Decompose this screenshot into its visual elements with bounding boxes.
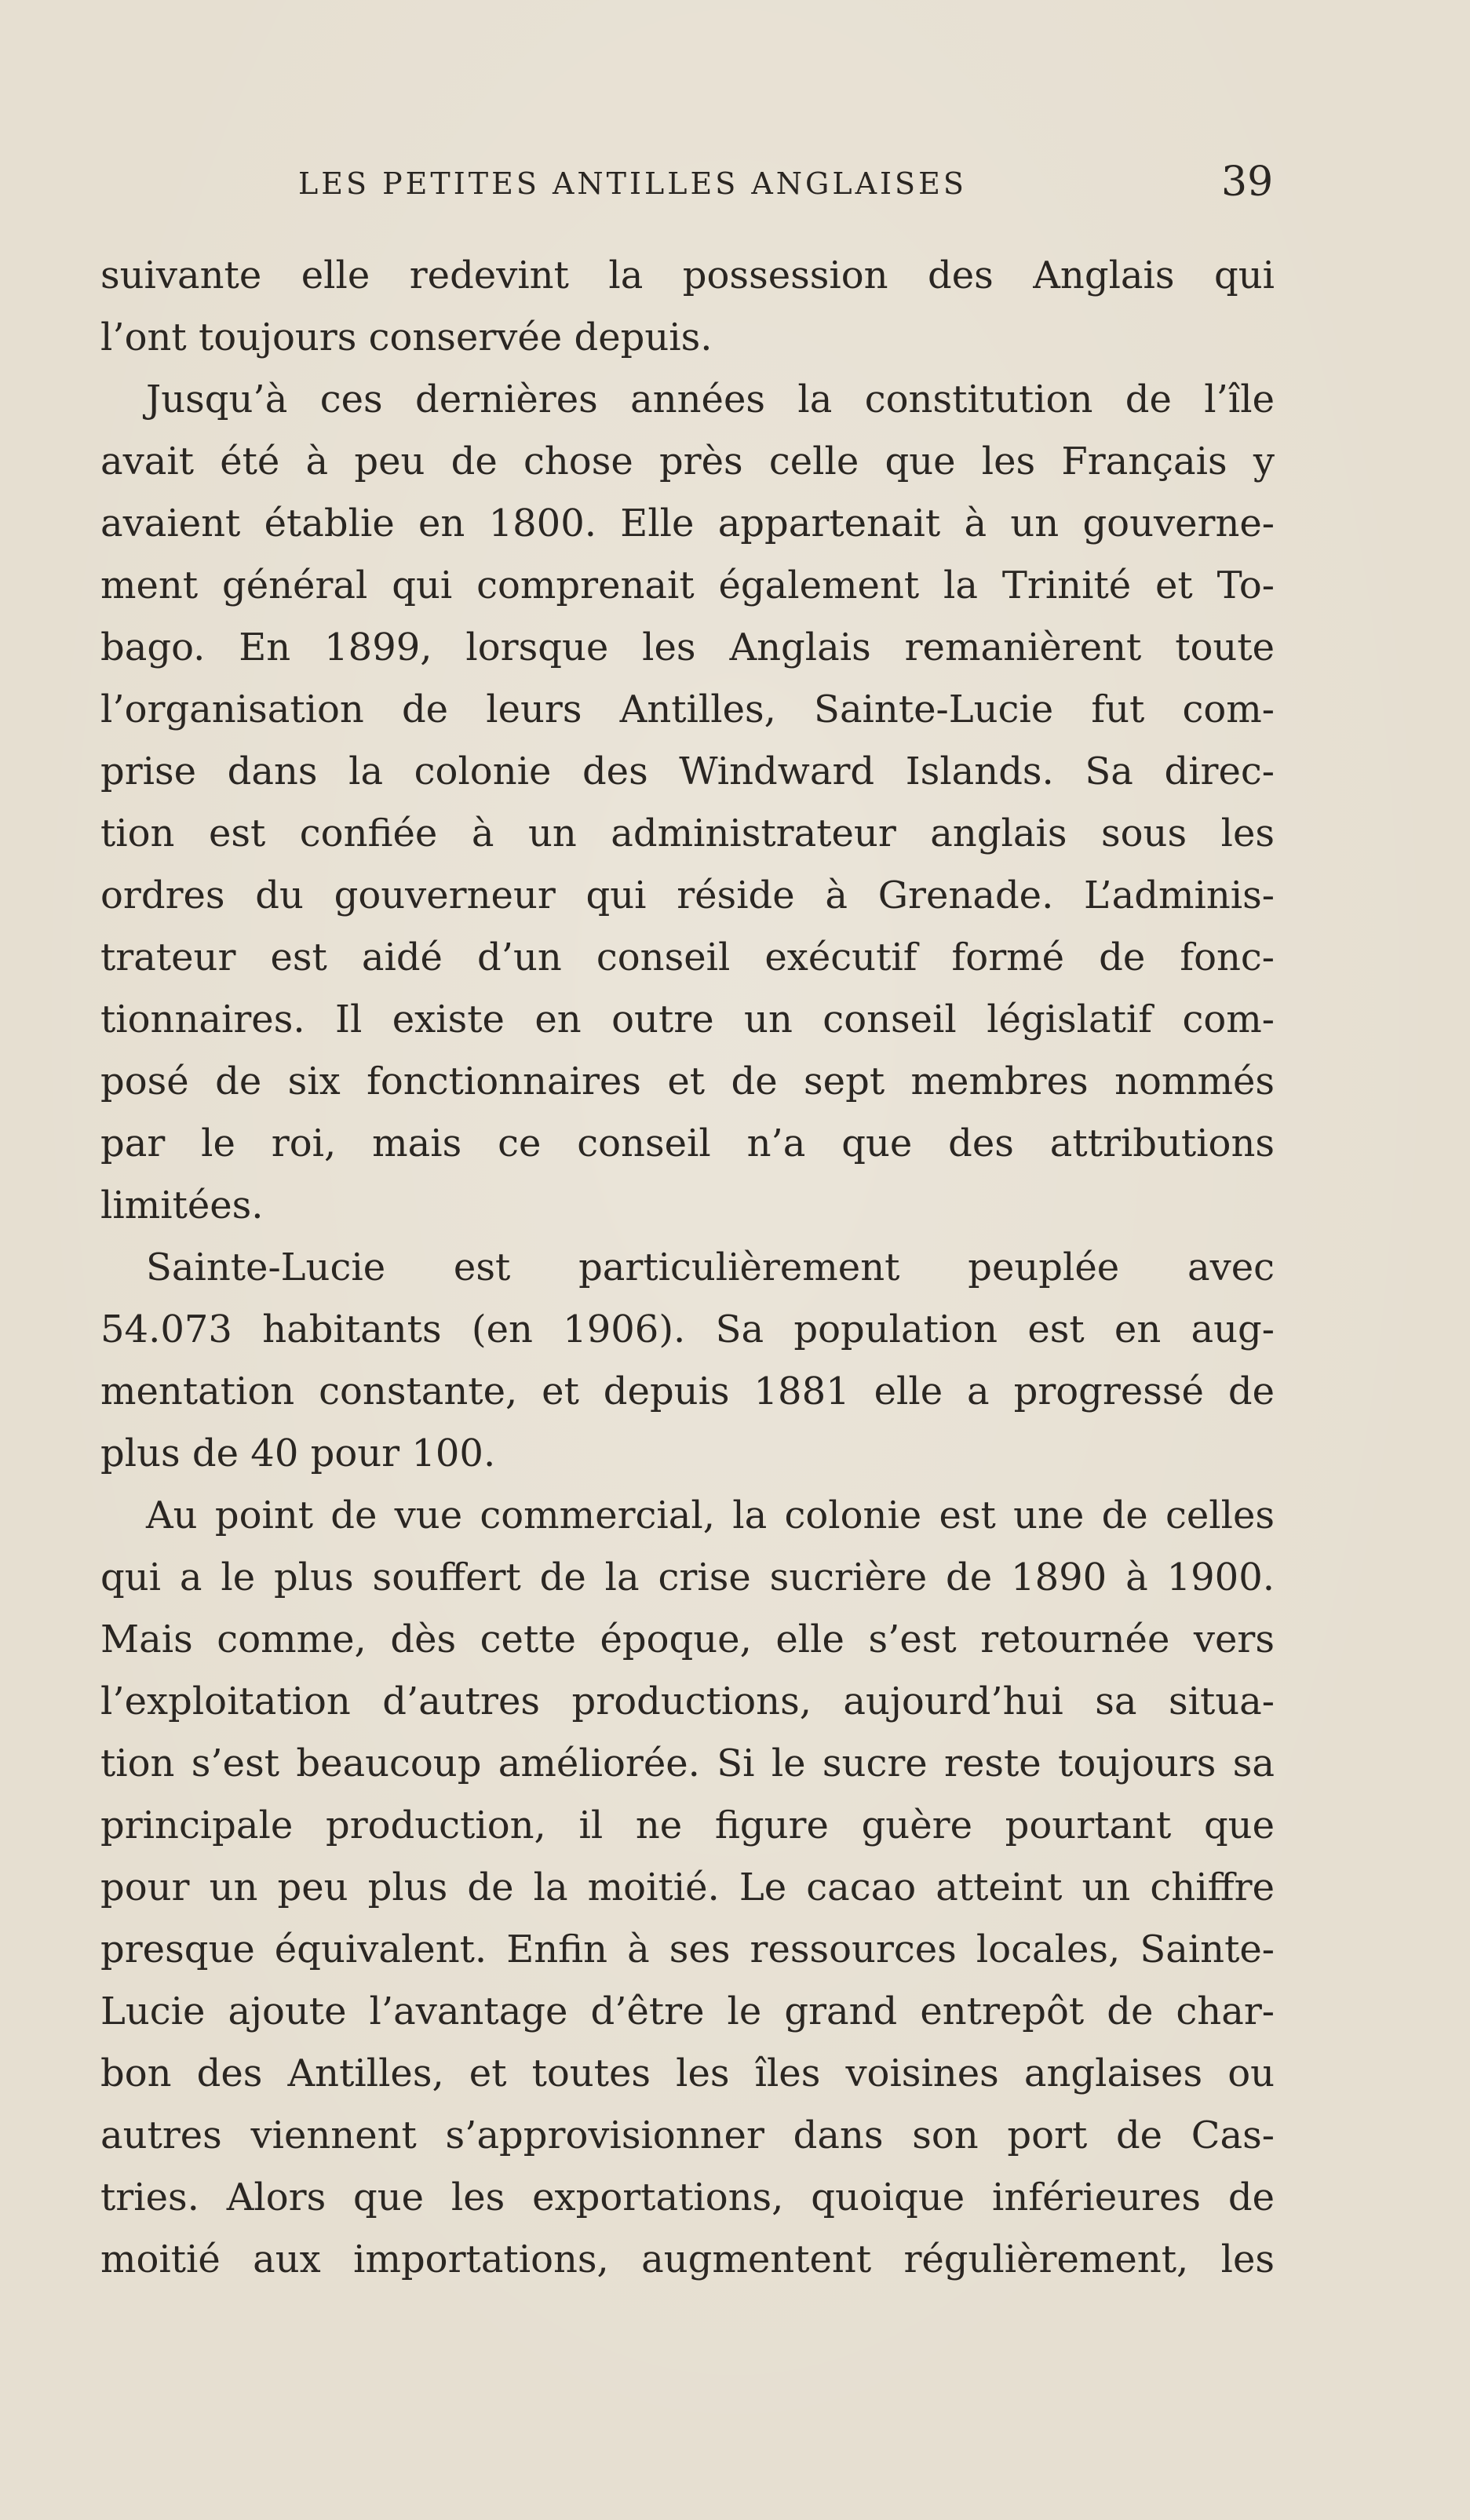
text-line: moitié aux importations, augmentent régulièrement, les [100, 2237, 1275, 2281]
text-line: autres viennent s’approvisionner dans son port de Cas- [100, 2113, 1275, 2157]
text-line: tion s’est beaucoup améliorée. Si le sucre reste toujours sa [100, 1741, 1275, 1785]
text-line: limitées. [100, 1183, 264, 1227]
text-line: ordres du gouverneur qui réside à Grenade. L’adminis- [100, 873, 1275, 917]
text-line: Mais comme, dès cette époque, elle s’est retournée vers [100, 1617, 1275, 1661]
running-head [0, 159, 1470, 206]
text-line: 54.073 habitants (en 1906). Sa population est en aug- [100, 1307, 1275, 1351]
text-line: bago. En 1899, lorsque les Anglais remanièrent toute [100, 625, 1275, 669]
text-line: pour un peu plus de la moitié. Le cacao atteint un chiffre [100, 1865, 1275, 1909]
text-line: Jusqu’à ces dernières années la constitution de l’île [146, 377, 1275, 421]
text-line: tion est confiée à un administrateur anglais sous les [100, 811, 1275, 855]
text-line: mentation constante, et depuis 1881 elle a progressé de [100, 1369, 1275, 1413]
text-line: trateur est aidé d’un conseil exécutif formé de fonc- [100, 935, 1275, 979]
running-title: LES PETITES ANTILLES ANGLAISES [298, 166, 967, 201]
text-line: posé de six fonctionnaires et de sept membres nommés [100, 1059, 1275, 1103]
text-line: tionnaires. Il existe en outre un conseil législatif com- [100, 997, 1275, 1041]
text-line: ment général qui comprenait également la Trinité et To- [100, 563, 1275, 607]
text-line: par le roi, mais ce conseil n’a que des attributions [100, 1121, 1275, 1165]
text-line: avait été à peu de chose près celle que les Français y [100, 439, 1275, 483]
text-line: tries. Alors que les exportations, quoique inférieures de [100, 2175, 1275, 2219]
text-line: bon des Antilles, et toutes les îles voisines anglaises ou [100, 2051, 1275, 2095]
body-text [100, 245, 1275, 2291]
text-line: prise dans la colonie des Windward Islands. Sa direc- [100, 749, 1275, 793]
text-line: plus de 40 pour 100. [100, 1431, 496, 1475]
text-line: qui a le plus souffert de la crise sucrière de 1890 à 1900. [100, 1555, 1275, 1599]
text-line: l’ont toujours conservée depuis. [100, 315, 713, 359]
text-line: Lucie ajoute l’avantage d’être le grand entrepôt de char- [100, 1989, 1275, 2033]
text-line: presque équivalent. Enfin à ses ressources locales, Sainte- [100, 1927, 1275, 1971]
text-line: l’organisation de leurs Antilles, Sainte-Lucie fut com- [100, 687, 1275, 731]
text-line: l’exploitation d’autres productions, aujourd’hui sa situa- [100, 1679, 1275, 1723]
text-line: Sainte-Lucie est particulièrement peuplée avec [146, 1245, 1275, 1289]
page-number: 39 [1221, 159, 1274, 206]
text-line: suivante elle redevint la possession des Anglais qui [100, 253, 1275, 297]
text-line: avaient établie en 1800. Elle appartenait à un gouverne- [100, 501, 1275, 545]
text-line: Au point de vue commercial, la colonie est une de celles [146, 1493, 1275, 1537]
text-line: principale production, il ne figure guère pourtant que [100, 1803, 1275, 1847]
